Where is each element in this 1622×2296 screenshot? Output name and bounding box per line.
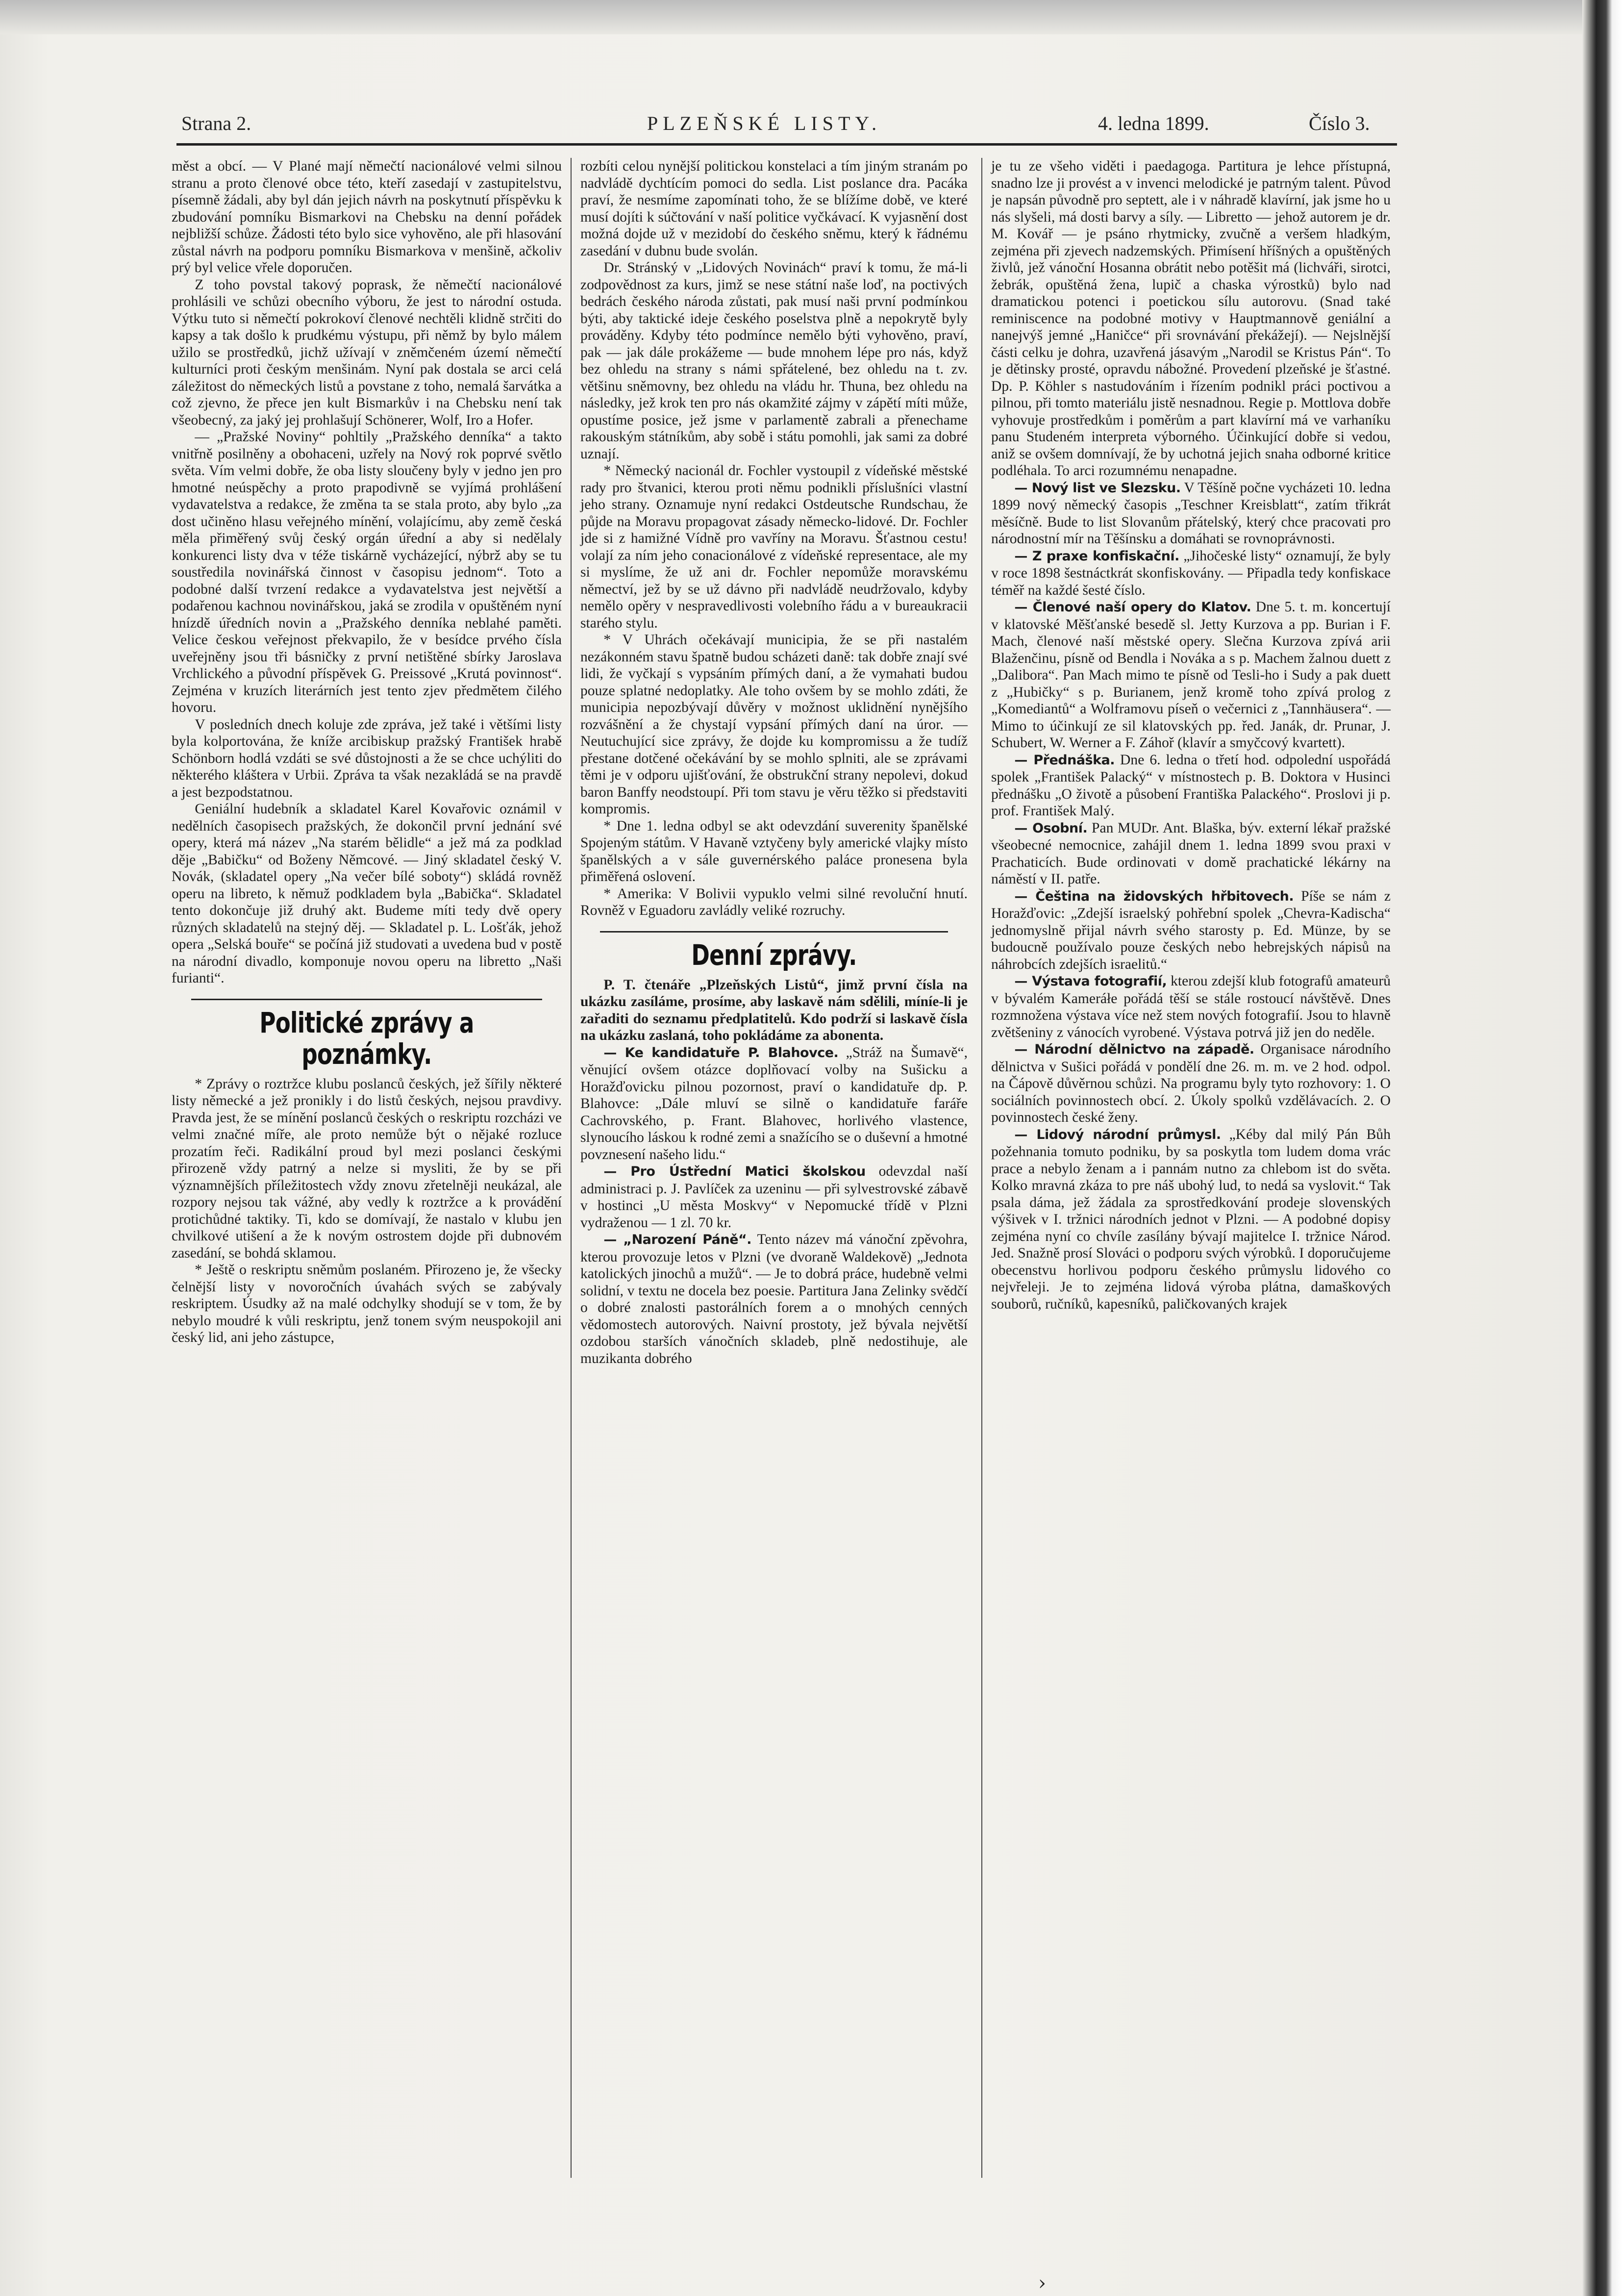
- news-heading: — Ke kandidatuře P. Blahovce.: [603, 1045, 839, 1060]
- article-paragraph: Dr. Stránský v „Lidových Novinách“ praví k tomu, že má-li zodpovědnost za kurs, jimž se nese státní naše loď, na poctivých bedrách českého národa zůstati, pak musí naši první podmínkou býti, aby taktické ideje českého poselstva plně a nepokrytě byly prováděny. Kdyby této podmínce nemělo býti vyhověno, praví, pak — jak dále prokážeme — bude mnohem lépe pro nás, když bez ohledu na strany s námi spřátelené, bez ohledu na t. zv. většinu sněmovny, bez ohledu na vládu hr. Thuna, bez ohledu na následky, jež krok ten pro nás okamžité zájmy v zápětí míti může, opustíme posice, jež jsme v parlamentě zabrali a přenechame rakouským státníkům, aby sobě i státu pomohli, jak sami za dobré uznají.: [580, 260, 968, 462]
- news-item: [580, 1231, 968, 1367]
- scan-right-edge: [1582, 0, 1622, 2296]
- news-item: [991, 1041, 1391, 1126]
- news-text: Pan MUDr. Ant. Blaška, býv. externí lékař pražské všeobecné nemocnice, zahájil dnem 1. ledna 1899 svou praxi v Prachaticích. Bude ordinovati v domě prachatické lékárny na náměstí v II. patře.: [991, 820, 1391, 887]
- news-item: [580, 1044, 968, 1163]
- column-divider: [571, 158, 572, 2178]
- article-paragraph: * Zprávy o roztržce klubu poslanců českých, jež šířily některé listy německé a jež pronikly i do listů českých, nejsou pravdivy. Pravda jest, že se mínění poslanců českých o reskriptu rozcházi ve velmi značné míře, ale proto nemůže být o nějaké rozluce prozatím řeči. Radikální proud byl mezi poslanci českými přirozeně vždy patrný a nelze si mysliti, že by se při významnějších příležitostech vždy znovu zřetelněji neukázal, ale rozpory nejsou tak vážné, aby vedly k roztržce a k provádění protichůdné taktiky. Ti, kdo se domívají, že nastalo v klubu jen chvilkové utišení a že k novým ostrostem dojde při dubnovém zasedání, se bohdá sklamou.: [172, 1076, 562, 1261]
- news-item: [991, 820, 1391, 888]
- news-item: [991, 548, 1391, 599]
- article-paragraph: rozbíti celou nynější politickou konstelaci a tím jiným stranám po nadvládě dychtícím pomoci do sedla. List poslance dra. Pacáka praví, že nesmíme zapomínati toho, že se blížíme době, ve které musí dojíti k súčtování v naší politice vyčkávací. K vyjasnění dost možná dojde už v mezidobí do českého sněmu, který k řádnému zasedání v dubnu bude svolán.: [580, 158, 968, 259]
- article-paragraph: Z toho povstal takový poprask, že němečtí nacionálové prohlásili ve schůzi obecního výboru, že jest to národní ostuda. Výtku tuto si němečtí pokrokoví členové nechtěli klidně strčiti do kapsy a tak došlo k prudkému výstupu, při němž by bylo málem užilo se prostředků, jichž užívají v zněmčeném území němečtí kulturníci proti českým menšinám. Nyní pak dostala se arci celá záležitost do německých listů a povstane z toho, nemalá šarvátka a což zjevno, že přece jen kult Bismarkův i na Chebsku není tak všeobecný, za jaký jej prohlašují Schönerer, Wolf, Iro a Hofer.: [172, 277, 562, 428]
- news-heading: — Lidový národní průmysl.: [1014, 1127, 1221, 1142]
- news-text: Dne 6. ledna o třetí hod. odpolední uspořádá spolek „František Palacký“ v místnostech p. B. Doktora v Husinci přednášku „O životě a působení Františka Palackého“. Proslovi ji p. prof. František Malý.: [991, 752, 1391, 819]
- news-text: „Kéby dal milý Pán Bůh požehnania tomuto podniku, by sa poskytla tom ludem doma vrác prace a nebylo ženam a i pannám nutno za chlebom ist do světa. Kolko mravná zkáza to pre náš ubohý lud, to nedá sa vyslovit.“ Tak psala dáma, jež žádala za sprostředkování prodeje slovenských výšivek v I. tržnici národních jednot v Plzni. — A podobné dopisy zejména nyní co chvíle zasílány bývají majitelce I. tržnice Národ. Jed. Snažně prosí Slováci o podporu svých výrobků. I doporučujeme obecenstvu horlivou podporu českého průmyslu lidového co nejvřeleji. Je to zejména lidová výroba plátna, damaškových souborů, ručníků, kapesníků, paličkovaných krajek: [991, 1126, 1391, 1312]
- article-paragraph: * Ještě o reskriptu sněmům poslaném. Přirozeno je, že všecky čelnější listy v novoročních úvahách svých se zabývaly reskriptem. Úsudky až na malé odchylky shodují se v tom, že by nebylo moudré k vůli reskriptu, jenž tonem svým neuspokojil ani český lid, ani jeho zástupce,: [172, 1262, 562, 1345]
- news-text: Dne 5. t. m. koncertují v klatovské Měšťanské besedě sl. Jetty Kurzova a pp. Burian i F. Mach, členové naší městské opery. Slečna Kurzova zpívá arii Blaženčinu, písně od Bendla i Nováka a s p. Machem žalnou duett z „Dalibora“. Pan Mach mimo te písně od Tesli-ho i Sudy a pak duett z „Hubičky“ s p. Burianem, jenž kromě toho zpívá prolog z „Komediantů“ a Wolframovu píseň o večernici z „Tannhäusera“. — Mimo to účinkují ze sil klatovských pp. řed. Janák, dr. Prunar, J. Schubert, W. Werner a F. Záhoř (klavír a smyčcový kvartett).: [991, 599, 1391, 751]
- news-item: [991, 599, 1391, 752]
- notice-paragraph: P. T. čtenáře „Plzeňských Listů“, jimž první čísla na ukázku zasíláme, prosíme, aby laskavě nám sdělili, míníe-li je zařaditi do seznamu předplatitelů. Kdo podrží si laskavě čísla na ukázku zaslaná, toho pokládáme za abonenta.: [580, 977, 968, 1043]
- news-item: [991, 973, 1391, 1041]
- news-item: [991, 888, 1391, 973]
- news-text: Píše se nám z Horažďovic: „Zdejší israelský pohřební spolek „Chevra-Kadischa“ jednomyslně přijal návrh svého starosty p. Ed. Münze, by se budoucně používalo pouze českých nebo hebrejských nápisů na náhrobcích zdejších israelitů.“: [991, 888, 1391, 972]
- column-1: [172, 158, 562, 1346]
- news-heading: — Výstava fotografií,: [1014, 974, 1167, 989]
- news-heading: — Z praxe konfiskační.: [1014, 548, 1179, 564]
- news-item: [991, 752, 1391, 820]
- news-heading: — Nový list ve Slezsku.: [1014, 480, 1181, 496]
- article-paragraph: Geniální hudebník a skladatel Karel Kovařovic oznámil v nedělních časopisech pražských, že dokončil první jednání své opery, která má název „Na starém bělidle“ a jež má za podklad děje „Babičku“ od Boženy Němcové. — Jiný skladatel český V. Novák, (skladatel opery „Na večer bílé soboty“) skládá rovněž operu na libreto, k němuž podkladem byla „Babička“. Skladatel tento dokončuje již druhý akt. Budeme míti tedy dvě opery různých skladatelů na stejný děj. — Skladatel p. L. Lošťák, jehož opera „Selská bouře“ se počíná již studovati a uvedena bud v postě na národní divadlo, komponuje novou operu na libretto „Naši furianti“.: [172, 801, 562, 986]
- article-paragraph: — „Pražské Noviny“ pohltily „Pražského denníka“ a takto vnitřně posilněny a obohaceni, uzřely na Nový rok poprvé světlo světa. Vím velmi dobře, že oba listy sloučeny byly v jedno jen pro hmotné neúspěchy a proto prapodivně se vyjímá prohlášení vydavatelstva a redakce, že změna ta se stala proto, aby bylo „za dost učiněno hlasu veřejného mínění, volajícímu, aby země česká měla přiměřený svůj český orgán úřední a aby si nedělaly konkurenci listy dva v téže tiskárně vycházející, nýbrž aby se tu soustředila novinářská činnost v časopisu jednom“. Toto a podobné další tvrzení redakce a vydavatelstva jest největší a podařenou kachnou novinářskou, jaká se zrodila v opuštěném nyní hnízdě úředních novin a „Pražského denníka neblahé paměti. Velice českou veřejnost překvapilo, že v besídce prvého čísla uveřejněny jsou tři básničky z první netištěné sbírky Jaroslava Vrchlického a původní příspěvek G. Preissové „Krutá povinnost“. Zejména v kruzích literárních jest tento zjev předmětem čilého hovoru.: [172, 429, 562, 715]
- article-paragraph: * V Uhrách očekávají municipia, že se při nastalém nezákonném stavu špatně budou scházeti daně: tak dobře znají své lidi, že vyčkají s vypsáním přímých daní, a že vymahati budou pouze splatné nedoplatky. Ale toho ovšem by se mohlo zdáti, že municipia nepozbývají důvěry v možnost uklidnění nynějšího rozvášnění a že chystají vypsání přímých daní na úror. — Neutuchující sice zprávy, že dojde ku kompromissu a že tudíž přestane dotčené očekávání by se mohlo splniti, ale se zprávami těmi je v odporu ujišťování, že obstrukční strany nepolevi, dokud baron Banffy neodstoupí. Při tom stavu je věru těžko si představiti kompromis.: [580, 632, 968, 817]
- article-paragraph: je tu ze všeho viděti i paedagoga. Partitura je lehce přístupná, snadno lze ji provést a v invenci melodické je patrným talent. Původ je napsán původně pro septett, ale i v náhradě klavírní, jak jsme ho u nás slyšeli, má dosti barvy a síly. — Libretto — jehož autorem je dr. M. Kovář — je psáno rhytmicky, zvučně a veršem hladkým, zejména při zjevech nadzemských. Přimísení hříšných a opuštěných živlů, jež vánoční Hosanna obrátit nebo potěšit má (lichváři, sirotci, žebrák, opuštěná žena, lupič a chaska výrostků) bylo nad dramatickou potenci i poetickou sílu autorovu. (Snad také reminiscence na podobné motivy v Hauptmannově geniální a nanejvýš jemné „Haničce“ při srovnávání překážejí). — Nejslnější části celku je dohra, uzavřená jásavým „Narodil se Kristus Pán“. To je dětinsky prosté, opravdu nábožné. Provedení plzeňské je šťastné. Dp. P. Köhler s nastudováním i řízením podnikl práci poctivou a pilnou, při tomto materiálu jistě nesnadnou. Regie p. Mottlova dobře vyhovuje prostředkům i poměrům a part klavírní má ve varhaníku panu Studeném interpreta výborného. Účinkující dobře si vedou, aniž se ovšem domnívají, že by uchotná jejich snaha odborné kritice podléhala. To arci rozumnému nenapadne.: [991, 158, 1391, 479]
- news-heading: — Osobní.: [1014, 820, 1088, 836]
- page-number: Strana 2.: [181, 112, 251, 134]
- header-rule: [176, 143, 1397, 146]
- scan-mark: ›: [1038, 2272, 1046, 2295]
- section-rule: [191, 999, 542, 1000]
- section-heading-denni: Denní zprávy.: [691, 938, 857, 972]
- news-heading: — „Narození Páně“.: [603, 1232, 752, 1247]
- news-item: [580, 1163, 968, 1231]
- news-heading: — Členové naší opery do Klatov.: [1014, 600, 1251, 615]
- running-header: [181, 112, 1395, 141]
- news-text: Tento název má vánoční zpěvohra, kterou provozuje letos v Plzni (ve dvoraně Waldekově) „Jednota katolických jinochů a mužů“. — Je to dobrá práce, hudebně velmi solidní, v textu ne docela bez poesie. Partitura Jana Zelinky svědčí o dobré znalosti pastorálních forem a o mnohých cenných vědomostech autorových. Naivní prostoty, jež bývala největší ozdobou starších vánočních skladeb, plně nedostihuje, ale muzikanta dobrého: [580, 1232, 968, 1366]
- article-paragraph: * Amerika: V Bolivii vypuklo velmi silné revoluční hnutí. Rovněž v Eguadoru zavládly veliké rozruchy.: [580, 885, 968, 918]
- news-text: „Stráž na Šumavě“, věnující ovšem otázce doplňovací volby na Sušicku a Horažďovicku pilnou pozornost, praví o kandidatuře dp. P. Blahovce: „Dále mluví se silně o kandidatuře faráře Cachrovského, p. Frant. Blahovec, horlivého vlastence, slynoucího láskou k rodné zemi a snažícího se o duševní a hmotné povznesení našeho lidu.“: [580, 1044, 968, 1162]
- article-paragraph: * Dne 1. ledna odbyl se akt odevzdání suverenity španělské Spojeným státům. V Havaně vztyčeny byly americké vlajky místo španělských a v sále guvernérského paláce pronesena byla přiměřená oslovení.: [580, 818, 968, 884]
- article-paragraph: V posledních dnech koluje zde zpráva, jež také i většími listy byla kolportována, že kníže arcibiskup pražský František hrabě Schönborn hodlá vzdáti se své důstojnosti a že se chce uchýliti do některého kláštera v Urbii. Zpráva ta však nezakládá se na pravdě a jest bezpodstatnou.: [172, 716, 562, 800]
- news-text: V Těšíně počne vycházeti 10. ledna 1899 nový německý časopis „Teschner Kreisblatt“, zatím třikrát měsíčně. Bude to list Slovanům přátelský, který chce pracovati pro národnostní mír na Těšínsku a domáhati se rovnoprávnosti.: [991, 479, 1391, 547]
- section-heading-politicke: Politické zprávy a poznámky.: [259, 1006, 474, 1071]
- news-heading: — Přednáška.: [1014, 752, 1115, 768]
- issue-date: 4. ledna 1899.: [1098, 112, 1209, 134]
- scan-top-shadow: [0, 0, 1622, 34]
- masthead-title: PLZEŇSKÉ LISTY.: [647, 112, 882, 134]
- issue-number: Číslo 3.: [1309, 112, 1370, 134]
- article-paragraph: měst a obcí. — V Plané mají němečtí nacionálové velmi silnou stranu a proto členové obce této, kteří zasedají v zastupitelstvu, písemně žádali, aby byl dán jejich návrh na poskytnutí příspěvku k zbudování pomníku Bismarkovi na Chebsku na denní pořádek nejbližší schůze. Žádosti této bylo sice vyhověno, ale při hlasování zůstal návrh na podporu pomníku Bismarkova v menšině, ačkoliv prý byl velice vřele doporučen.: [172, 158, 562, 276]
- news-text: Organisace národního dělnictva v Sušici pořádá v pondělí dne 26. m. m. ve 2 hod. odpol. na Čápově důvěrnou schůzi. Na programu byly tyto rozhovory: 1. O sociálních povinnostech obcí. 2. Úkoly spolků vzdělávacích. 2. O povinnostech české ženy.: [991, 1041, 1391, 1125]
- news-heading: — Čeština na židovských hřbitovech.: [1014, 888, 1294, 904]
- news-text: odevzdal naší administraci p. J. Pavlíček za uzeninu — při sylvestrovské zábavě v hostinci „U města Moskvy“ v Nepomucké třídě v Plzni vydraženou — 1 zl. 70 kr.: [580, 1163, 968, 1231]
- news-text: „Jihočeské listy“ oznamují, že byly v roce 1898 šestnáctkrát skonfiskovány. — Připadla tedy konfiskace téměř na každé šesté číslo.: [991, 548, 1391, 598]
- news-heading: — Pro Ústřední Matici školskou: [603, 1164, 866, 1179]
- article-paragraph: * Německý nacionál dr. Fochler vystoupil z vídeňské městské rady pro štvanici, kterou proti němu podnikli příslušníci vlastní jeho strany. Oznamuje nyní redakci Ostdeutsche Rundschau, že půjde na Moravu propagovat zásady německo-lidové. Dr. Fochler jde si z hamižné Vídně pro vavříny na Moravu. Šťastnou cestu! volají za ním jeho conacionálové z vídeňské representace, ale my si myslíme, že už ani dr. Fochler nepomůže moravskému němectví, jež by se už dávno při nadvládě neudržovalo, kdyby nemělo opěry v nespravedlivosti volebního řádu a v bureaukracii starého stylu.: [580, 463, 968, 631]
- news-item: [991, 1126, 1391, 1313]
- column-3: [991, 158, 1391, 1312]
- news-item: [991, 479, 1391, 548]
- section-rule: [600, 931, 948, 933]
- column-2: [580, 158, 968, 1367]
- column-divider: [981, 158, 982, 2178]
- news-text: kterou zdejší klub fotografů amateurů v bývalém Kameráłe pořádá těší se stále rostoucí návštěvě. Dnes rozmnožena výstava více než stem nových fotografií. Jsou to hlavně zvětšeniny z vánocích vyrobené. Výstava potrvá již jen do neděle.: [991, 973, 1391, 1040]
- news-heading: — Národní dělnictvo na západě.: [1014, 1042, 1254, 1057]
